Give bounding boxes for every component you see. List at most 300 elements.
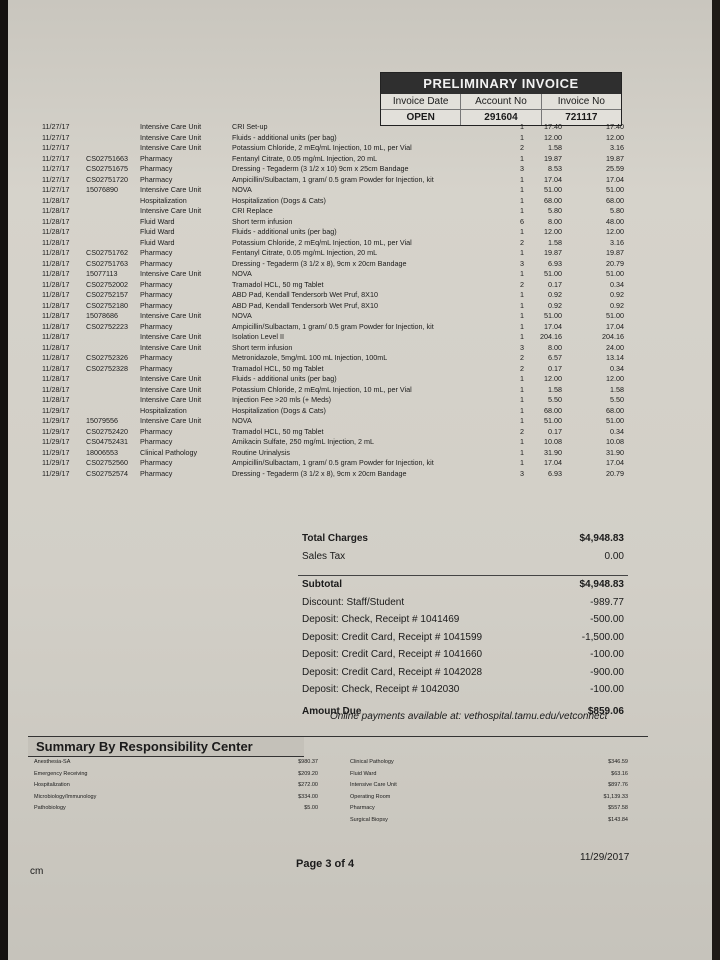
summary-center-name: Pharmacy (350, 805, 375, 811)
item-date: 11/28/17 (42, 195, 70, 205)
item-reference: CS02751663 (86, 153, 128, 163)
summary-center-amount: $557.58 (608, 805, 628, 811)
item-quantity: 1 (520, 122, 524, 131)
item-date: 11/28/17 (42, 300, 70, 310)
line-item-row (42, 259, 642, 270)
item-quantity: 2 (520, 279, 524, 289)
item-quantity: 6 (520, 216, 524, 226)
totals-label: Discount: Staff/Student (302, 596, 405, 608)
totals-row (298, 530, 628, 548)
summary-right-names (350, 757, 470, 826)
item-date: 11/29/17 (42, 468, 70, 478)
item-date: 11/28/17 (42, 321, 70, 331)
totals-label: Deposit: Check, Receipt # 1042030 (302, 684, 460, 695)
item-unit-price: 19.87 (544, 153, 562, 163)
item-date: 11/28/17 (42, 311, 70, 320)
item-unit-price: 5.80 (548, 206, 562, 215)
item-unit-price: 12.00 (544, 227, 562, 236)
item-extended-price: 48.00 (606, 216, 624, 226)
line-item-row (42, 227, 642, 238)
item-quantity: 1 (520, 132, 524, 142)
line-item-row (42, 217, 642, 228)
item-extended-price: 13.14 (606, 353, 624, 362)
item-extended-price: 19.87 (606, 153, 624, 163)
line-item-row (42, 364, 642, 375)
item-date: 11/28/17 (42, 384, 70, 394)
item-extended-price: 17.04 (606, 458, 624, 467)
item-quantity: 1 (520, 174, 524, 184)
line-item-row (42, 164, 642, 175)
totals-row (298, 681, 628, 699)
item-quantity: 1 (520, 332, 524, 341)
item-date: 11/28/17 (42, 237, 70, 247)
item-description: Short term infusion (232, 342, 293, 352)
item-unit-price: 51.00 (544, 311, 562, 320)
photo-edge-shadow (0, 0, 8, 960)
item-reference: 15076890 (86, 185, 118, 194)
item-date: 11/28/17 (42, 363, 70, 373)
item-reference: CS02752180 (86, 300, 128, 310)
summary-left-amounts (278, 757, 318, 815)
item-date: 11/28/17 (42, 395, 70, 404)
item-department: Intensive Care Unit (140, 395, 202, 404)
item-reference: CS02752223 (86, 321, 128, 331)
line-item-row (42, 385, 642, 396)
totals-row (298, 664, 628, 682)
item-department: Pharmacy (140, 426, 173, 436)
item-unit-price: 204.16 (540, 332, 562, 341)
line-item-row (42, 469, 642, 480)
item-unit-price: 8.00 (548, 216, 562, 226)
item-description: Dressing - Tegaderm (3 1/2 x 10) 9cm x 25cm Bandage (232, 164, 409, 173)
item-description: NOVA (232, 269, 252, 278)
item-department: Pharmacy (140, 321, 173, 331)
summary-center-name: Emergency Receiving (34, 770, 88, 777)
invoice-title: PRELIMINARY INVOICE (381, 73, 621, 94)
invoice-date-label: Invoice Date (392, 96, 449, 107)
item-date: 11/27/17 (42, 174, 70, 184)
item-quantity: 2 (520, 237, 524, 247)
item-extended-price: 3.16 (610, 237, 624, 247)
line-item-row (42, 311, 642, 322)
item-description: Ampicillin/Sulbactam, 1 gram/ 0.5 gram Powder for Injection, kit (232, 458, 434, 467)
item-unit-price: 17.40 (544, 122, 562, 131)
summary-center-amount: $346.59 (608, 759, 628, 765)
totals-amount: -1,500.00 (581, 631, 624, 643)
item-extended-price: 24.00 (606, 342, 624, 352)
summary-center-amount: $63.16 (611, 770, 628, 777)
footer-date: 11/29/2017 (580, 852, 630, 863)
item-department: Pharmacy (140, 279, 173, 289)
summary-center-amount: $1,139.33 (603, 793, 628, 800)
item-quantity: 1 (520, 458, 524, 467)
item-date: 11/28/17 (42, 374, 70, 383)
item-extended-price: 31.90 (606, 447, 624, 457)
item-quantity: 1 (520, 195, 524, 205)
item-description: Hospitalization (Dogs & Cats) (232, 405, 326, 415)
line-items-table (42, 122, 642, 479)
totals-label: Amount Due (302, 705, 362, 717)
item-quantity: 1 (520, 227, 524, 236)
item-date: 11/29/17 (42, 426, 70, 436)
item-unit-price: 1.58 (548, 143, 562, 152)
item-date: 11/28/17 (42, 342, 70, 352)
item-date: 11/29/17 (42, 437, 70, 446)
item-department: Intensive Care Unit (140, 332, 202, 341)
item-reference: 15077113 (86, 269, 118, 278)
item-unit-price: 0.17 (548, 426, 562, 436)
item-description: Fentanyl Citrate, 0.05 mg/mL Injection, 20 mL (232, 153, 378, 163)
item-unit-price: 1.58 (548, 384, 562, 394)
item-department: Pharmacy (140, 153, 173, 163)
totals-row (298, 629, 628, 647)
item-description: Dressing - Tegaderm (3 1/2 x 8), 9cm x 20cm Bandage (232, 468, 407, 478)
item-reference: 15078686 (86, 311, 118, 320)
item-unit-price: 6.93 (548, 468, 562, 478)
item-quantity: 1 (520, 447, 524, 457)
item-unit-price: 0.92 (548, 300, 562, 310)
item-unit-price: 68.00 (544, 405, 562, 415)
line-item-row (42, 196, 642, 207)
item-description: NOVA (232, 416, 252, 425)
item-unit-price: 0.92 (548, 290, 562, 299)
item-reference: 18006553 (86, 447, 118, 457)
item-quantity: 1 (520, 395, 524, 404)
item-date: 11/28/17 (42, 258, 70, 268)
summary-center-amount: $897.76 (608, 782, 628, 788)
item-unit-price: 17.04 (544, 321, 562, 331)
item-description: Potassium Chloride, 2 mEq/mL Injection, 10 mL, per Vial (232, 237, 412, 247)
page-number: Page 3 of 4 (296, 858, 355, 870)
item-description: Tramadol HCL, 50 mg Tablet (232, 426, 324, 436)
item-reference: CS02752560 (86, 458, 128, 467)
item-date: 11/28/17 (42, 332, 70, 341)
invoice-no-value: 721117 (541, 109, 621, 125)
item-extended-price: 17.04 (606, 321, 624, 331)
item-extended-price: 51.00 (606, 269, 624, 278)
item-department: Intensive Care Unit (140, 311, 202, 320)
item-department: Fluid Ward (140, 216, 175, 226)
item-department: Pharmacy (140, 248, 173, 257)
summary-center-name: Clinical Pathology (350, 759, 394, 765)
summary-center-name: Pathobiology (34, 805, 66, 811)
item-quantity: 3 (520, 468, 524, 478)
line-item-row (42, 269, 642, 280)
line-item-row (42, 185, 642, 196)
totals-row (298, 611, 628, 629)
item-extended-price: 12.00 (606, 227, 624, 236)
invoice-no-label: Invoice No (541, 94, 621, 109)
item-unit-price: 31.90 (544, 447, 562, 457)
item-date: 11/28/17 (42, 290, 70, 299)
summary-center-name: Hospitalization (34, 782, 70, 788)
item-extended-price: 5.50 (610, 395, 624, 404)
summary-center-amount: $980.37 (298, 759, 318, 765)
invoice-header-box (380, 72, 622, 126)
item-extended-price: 51.00 (606, 311, 624, 320)
item-department: Pharmacy (140, 300, 173, 310)
item-description: Dressing - Tegaderm (3 1/2 x 8), 9cm x 20cm Bandage (232, 258, 407, 268)
header-labels-row (381, 94, 621, 109)
item-unit-price: 6.93 (548, 258, 562, 268)
item-department: Clinical Pathology (140, 447, 198, 457)
item-reference: CS02752157 (86, 290, 128, 299)
item-description: Fluids - additional units (per bag) (232, 374, 337, 383)
line-item-row (42, 301, 642, 312)
summary-center-amount: $143.84 (608, 816, 628, 823)
line-item-row (42, 143, 642, 154)
summary-center-name: Fluid Ward (350, 770, 377, 777)
item-quantity: 2 (520, 426, 524, 436)
item-department: Hospitalization (140, 405, 187, 415)
item-date: 11/29/17 (42, 416, 70, 425)
item-unit-price: 8.53 (548, 164, 562, 173)
line-item-row (42, 448, 642, 459)
summary-center-name: Surgical Biopsy (350, 816, 388, 823)
line-item-row (42, 175, 642, 186)
item-extended-price: 0.92 (610, 300, 624, 310)
item-date: 11/27/17 (42, 153, 70, 163)
totals-amount: -900.00 (590, 666, 624, 678)
line-item-row (42, 427, 642, 438)
item-unit-price: 5.50 (548, 395, 562, 404)
line-item-row (42, 248, 642, 259)
item-description: Fluids - additional units (per bag) (232, 132, 337, 142)
line-item-row (42, 238, 642, 249)
item-quantity: 3 (520, 258, 524, 268)
item-unit-price: 1.58 (548, 237, 562, 247)
item-unit-price: 12.00 (544, 374, 562, 383)
item-department: Hospitalization (140, 195, 187, 205)
item-quantity: 1 (520, 300, 524, 310)
item-description: ABD Pad, Kendall Tendersorb Wet Pruf, 8X10 (232, 290, 378, 299)
item-quantity: 1 (520, 248, 524, 257)
item-department: Pharmacy (140, 164, 173, 173)
item-extended-price: 204.16 (602, 332, 624, 341)
item-quantity: 1 (520, 416, 524, 425)
item-extended-price: 20.79 (606, 258, 624, 268)
totals-amount: -989.77 (590, 596, 624, 608)
item-description: Fluids - additional units (per bag) (232, 227, 337, 236)
item-description: Injection Fee >20 mls (+ Meds) (232, 395, 332, 404)
item-unit-price: 0.17 (548, 279, 562, 289)
item-department: Intensive Care Unit (140, 132, 202, 142)
summary-center-amount: $209.20 (298, 770, 318, 777)
item-unit-price: 6.57 (548, 353, 562, 362)
item-department: Fluid Ward (140, 237, 175, 247)
item-description: Fentanyl Citrate, 0.05 mg/mL Injection, 20 mL (232, 248, 378, 257)
item-date: 11/28/17 (42, 206, 70, 215)
footer-initials: cm (30, 866, 44, 877)
line-item-row (42, 437, 642, 448)
item-quantity: 1 (520, 269, 524, 278)
totals-amount: -100.00 (590, 649, 624, 660)
item-quantity: 2 (520, 143, 524, 152)
item-department: Intensive Care Unit (140, 206, 202, 215)
summary-center-amount: $334.00 (298, 793, 318, 800)
item-quantity: 1 (520, 374, 524, 383)
line-item-row (42, 154, 642, 165)
summary-left-names (34, 757, 154, 815)
item-date: 11/27/17 (42, 143, 70, 152)
item-quantity: 1 (520, 384, 524, 394)
item-department: Intensive Care Unit (140, 269, 202, 278)
item-unit-price: 51.00 (544, 185, 562, 194)
totals-section (298, 530, 628, 720)
item-department: Intensive Care Unit (140, 374, 202, 383)
item-description: Potassium Chloride, 2 mEq/mL Injection, 10 mL, per Vial (232, 384, 412, 394)
item-reference: CS04752431 (86, 437, 128, 446)
item-unit-price: 51.00 (544, 269, 562, 278)
item-description: Tramadol HCL, 50 mg Tablet (232, 279, 324, 289)
item-department: Pharmacy (140, 290, 173, 299)
item-date: 11/28/17 (42, 227, 70, 236)
summary-section (28, 736, 648, 823)
item-extended-price: 0.92 (610, 290, 624, 299)
line-item-row (42, 332, 642, 343)
line-item-row (42, 343, 642, 354)
item-description: Amikacin Sulfate, 250 mg/mL Injection, 2 mL (232, 437, 374, 446)
item-unit-price: 17.04 (544, 174, 562, 184)
line-item-row (42, 353, 642, 364)
line-item-row (42, 280, 642, 291)
item-extended-price: 51.00 (606, 416, 624, 425)
item-extended-price: 0.34 (610, 363, 624, 373)
item-department: Pharmacy (140, 458, 173, 467)
summary-center-amount: $5.00 (304, 805, 318, 811)
line-item-row (42, 395, 642, 406)
item-quantity: 1 (520, 321, 524, 331)
item-quantity: 1 (520, 311, 524, 320)
totals-row (298, 646, 628, 664)
account-no-value: 291604 (460, 109, 540, 125)
item-department: Pharmacy (140, 258, 173, 268)
item-extended-price: 25.59 (606, 164, 624, 173)
item-department: Fluid Ward (140, 227, 175, 236)
invoice-page (8, 0, 712, 960)
item-extended-price: 17.04 (606, 174, 624, 184)
item-date: 11/29/17 (42, 447, 70, 457)
summary-center-amount: $272.00 (298, 782, 318, 788)
item-reference: CS02751762 (86, 248, 128, 257)
totals-label: Deposit: Credit Card, Receipt # 1041599 (302, 631, 483, 643)
line-item-row (42, 122, 642, 133)
summary-right-amounts (588, 757, 628, 826)
item-extended-price: 12.00 (606, 132, 624, 142)
item-unit-price: 12.00 (544, 132, 562, 142)
item-extended-price: 68.00 (606, 195, 624, 205)
item-department: Pharmacy (140, 174, 173, 184)
totals-label: Subtotal (302, 579, 342, 590)
item-description: Tramadol HCL, 50 mg Tablet (232, 363, 324, 373)
item-date: 11/28/17 (42, 216, 70, 226)
invoice-date-value: OPEN (381, 109, 460, 125)
totals-label: Total Charges (302, 533, 368, 544)
item-date: 11/27/17 (42, 164, 70, 173)
item-unit-price: 8.00 (548, 342, 562, 352)
item-quantity: 1 (520, 437, 524, 446)
item-department: Intensive Care Unit (140, 185, 202, 194)
item-extended-price: 51.00 (606, 185, 624, 194)
item-quantity: 2 (520, 363, 524, 373)
item-description: ABD Pad, Kendall Tendersorb Wet Pruf, 8X10 (232, 300, 378, 310)
item-unit-price: 17.04 (544, 458, 562, 467)
account-no-label: Account No (460, 94, 540, 109)
item-department: Pharmacy (140, 363, 173, 373)
totals-amount: -500.00 (590, 614, 624, 625)
item-unit-price: 19.87 (544, 248, 562, 257)
item-extended-price: 0.34 (610, 279, 624, 289)
item-date: 11/28/17 (42, 353, 70, 362)
totals-label: Deposit: Credit Card, Receipt # 1041660 (302, 649, 483, 660)
item-quantity: 2 (520, 353, 524, 362)
item-description: NOVA (232, 185, 252, 194)
line-item-row (42, 458, 642, 469)
totals-row (298, 594, 628, 612)
item-extended-price: 68.00 (606, 405, 624, 415)
line-item-row (42, 290, 642, 301)
item-reference: CS02751675 (86, 164, 128, 173)
item-department: Intensive Care Unit (140, 143, 202, 152)
item-quantity: 1 (520, 405, 524, 415)
item-department: Pharmacy (140, 437, 173, 446)
totals-amount: $859.06 (587, 705, 624, 717)
summary-center-name: Operating Room (350, 793, 391, 800)
item-quantity: 3 (520, 164, 524, 173)
item-department: Intensive Care Unit (140, 384, 202, 394)
item-date: 11/29/17 (42, 405, 70, 415)
item-extended-price: 1.58 (610, 384, 624, 394)
item-description: Potassium Chloride, 2 mEq/mL Injection, 10 mL, per Vial (232, 143, 412, 152)
line-item-row (42, 133, 642, 144)
item-reference: CS02752326 (86, 353, 128, 362)
item-extended-price: 0.34 (610, 426, 624, 436)
item-department: Pharmacy (140, 353, 173, 362)
item-unit-price: 0.17 (548, 363, 562, 373)
item-unit-price: 51.00 (544, 416, 562, 425)
online-payment-note: Online payments available at: vethospital.tamu.edu/vetconnect (330, 711, 608, 722)
totals-row (298, 575, 628, 594)
totals-label: Deposit: Credit Card, Receipt # 1042028 (302, 666, 483, 678)
item-date: 11/28/17 (42, 269, 70, 278)
item-description: Ampicillin/Sulbactam, 1 gram/ 0.5 gram Powder for Injection, kit (232, 174, 434, 184)
item-description: Routine Urinalysis (232, 447, 290, 457)
item-quantity: 1 (520, 153, 524, 163)
summary-center-name: Anesthesia-SA (34, 759, 71, 765)
item-department: Pharmacy (140, 468, 173, 478)
item-reference: 15079556 (86, 416, 118, 425)
item-extended-price: 17.40 (606, 122, 624, 131)
item-date: 11/29/17 (42, 458, 70, 467)
line-item-row (42, 406, 642, 417)
item-description: Isolation Level II (232, 332, 284, 341)
totals-label: Sales Tax (302, 550, 346, 562)
item-department: Intensive Care Unit (140, 122, 202, 131)
item-date: 11/27/17 (42, 132, 70, 142)
item-description: Metronidazole, 5mg/mL 100 mL Injection, 100mL (232, 353, 388, 362)
totals-label: Deposit: Check, Receipt # 1041469 (302, 614, 460, 625)
item-quantity: 3 (520, 342, 524, 352)
item-reference: CS02751720 (86, 174, 128, 184)
item-extended-price: 19.87 (606, 248, 624, 257)
item-description: NOVA (232, 311, 252, 320)
totals-amount: $4,948.83 (579, 533, 624, 544)
totals-row (298, 548, 628, 566)
item-description: CRI Set-up (232, 122, 268, 131)
item-extended-price: 10.08 (606, 437, 624, 446)
totals-amount: 0.00 (604, 550, 624, 562)
item-date: 11/27/17 (42, 122, 70, 131)
